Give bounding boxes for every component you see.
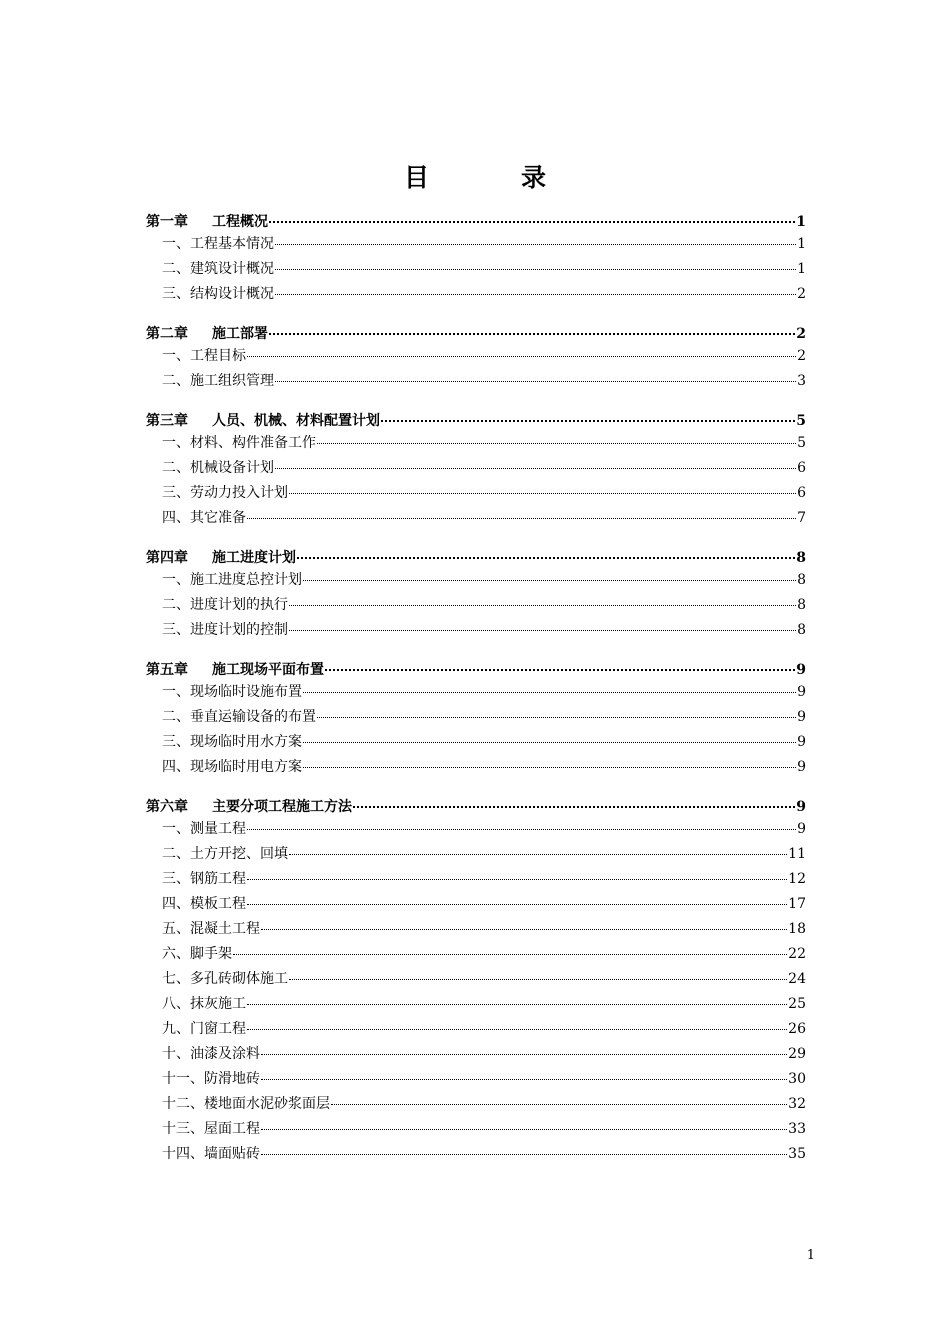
toc-section-label: 十四、墙面贴砖 (162, 1146, 260, 1162)
toc-chapter-entry[interactable] (146, 660, 806, 682)
dot-leader (317, 717, 796, 718)
dot-leader (247, 904, 787, 905)
toc-page-number: 9 (796, 799, 806, 815)
toc-page-number: 22 (788, 946, 806, 962)
toc-page-number: 2 (797, 286, 806, 302)
dot-leader (261, 1154, 787, 1155)
dot-leader (303, 742, 796, 743)
toc-chapter-label (146, 797, 352, 817)
toc-section-label: 十、油漆及涂料 (162, 1046, 260, 1062)
title-char-right: 录 (521, 163, 547, 192)
toc-section-entry[interactable] (146, 234, 806, 259)
toc-section-entry[interactable] (146, 284, 806, 309)
toc-chapter-number: 第五章 (146, 662, 188, 678)
toc-page-number: 7 (797, 510, 806, 526)
dot-leader (247, 1029, 787, 1030)
dot-leader (353, 806, 795, 808)
dot-leader (317, 443, 796, 444)
dot-leader (247, 518, 796, 519)
toc-section-label: 一、材料、构件准备工作 (162, 435, 316, 451)
dot-leader (261, 929, 787, 930)
toc-chapter-number: 第二章 (146, 326, 188, 342)
toc-page-number: 8 (797, 572, 806, 588)
toc-section-entry[interactable] (146, 595, 806, 620)
toc-section-label: 六、脚手架 (162, 946, 232, 962)
toc-section-entry[interactable] (146, 757, 806, 782)
dot-leader (303, 580, 796, 581)
toc-section-label: 三、进度计划的控制 (162, 622, 288, 638)
dot-leader (261, 1054, 787, 1055)
toc-page-number: 9 (797, 821, 806, 837)
toc-page-number: 1 (797, 236, 806, 252)
page-title (0, 158, 950, 194)
toc-chapter-number: 第六章 (146, 799, 188, 815)
toc-section-label: 四、其它准备 (162, 510, 246, 526)
toc-section-label: 一、工程基本情况 (162, 236, 274, 252)
dot-leader (269, 333, 795, 335)
toc-page-number: 11 (788, 846, 806, 862)
toc-chapter-number: 第三章 (146, 413, 188, 429)
dot-leader (261, 1079, 787, 1080)
toc-page-number: 8 (797, 622, 806, 638)
toc-section-entry[interactable] (146, 1094, 806, 1119)
toc-page-number: 35 (788, 1146, 806, 1162)
toc-page-number: 12 (788, 871, 806, 887)
chapter-spacer (146, 645, 806, 656)
toc-section-entry[interactable] (146, 371, 806, 396)
toc-chapter-title: 人员、机械、材料配置计划 (212, 413, 380, 429)
toc-section-label: 一、工程目标 (162, 348, 246, 364)
toc-section-entry[interactable] (146, 1044, 806, 1069)
toc-section-entry[interactable] (146, 869, 806, 894)
toc-page-number: 5 (797, 435, 806, 451)
toc-chapter-number: 第一章 (146, 214, 188, 230)
toc-section-label: 七、多孔砖砌体施工 (162, 971, 288, 987)
toc-page-number: 9 (797, 709, 806, 725)
toc-page-number: 2 (797, 348, 806, 364)
toc-section-label: 十一、防滑地砖 (162, 1071, 260, 1087)
toc-section-entry[interactable] (146, 682, 806, 707)
toc-chapter-entry[interactable] (146, 411, 806, 433)
dot-leader (275, 468, 796, 469)
toc-section-entry[interactable] (146, 994, 806, 1019)
toc-section-label: 十三、屋面工程 (162, 1121, 260, 1137)
dot-leader (275, 244, 796, 245)
toc-page-number: 32 (788, 1096, 806, 1112)
toc-section-entry[interactable] (146, 707, 806, 732)
toc-page-number: 1 (797, 261, 806, 277)
toc-section-label: 一、测量工程 (162, 821, 246, 837)
toc-chapter-title: 施工部署 (212, 326, 268, 342)
toc-section-entry[interactable] (146, 570, 806, 595)
toc-section-entry[interactable] (146, 969, 806, 994)
toc-section-label: 九、门窗工程 (162, 1021, 246, 1037)
title-char-left: 目 (403, 163, 429, 192)
toc-chapter-label (146, 548, 296, 568)
toc-section-entry[interactable] (146, 1144, 806, 1169)
table-of-contents (146, 208, 806, 1169)
toc-section-label: 三、钢筋工程 (162, 871, 246, 887)
toc-section-label: 三、结构设计概况 (162, 286, 274, 302)
chapter-spacer (146, 309, 806, 320)
toc-page-number: 9 (797, 759, 806, 775)
toc-chapter-entry[interactable] (146, 324, 806, 346)
toc-section-label: 一、施工进度总控计划 (162, 572, 302, 588)
toc-section-entry[interactable] (146, 732, 806, 757)
toc-chapter-entry[interactable] (146, 212, 806, 234)
toc-chapter-title: 主要分项工程施工方法 (212, 799, 352, 815)
toc-chapter-title: 工程概况 (212, 214, 268, 230)
dot-leader (261, 1129, 787, 1130)
toc-page-number: 8 (796, 550, 806, 566)
toc-page-number: 6 (797, 460, 806, 476)
chapter-spacer (146, 533, 806, 544)
dot-leader (275, 381, 796, 382)
toc-page-number: 26 (788, 1021, 806, 1037)
dot-leader (247, 879, 787, 880)
dot-leader (233, 954, 787, 955)
toc-section-label: 二、机械设备计划 (162, 460, 274, 476)
toc-page-number: 33 (788, 1121, 806, 1137)
toc-page-number: 5 (796, 413, 806, 429)
toc-page-number: 3 (797, 373, 806, 389)
toc-section-entry[interactable] (146, 508, 806, 533)
toc-chapter-entry[interactable] (146, 797, 806, 819)
dot-leader (275, 269, 796, 270)
toc-chapter-label (146, 212, 268, 232)
toc-section-label: 三、现场临时用水方案 (162, 734, 302, 750)
toc-section-label: 四、模板工程 (162, 896, 246, 912)
toc-section-entry[interactable] (146, 259, 806, 284)
dot-leader (269, 221, 795, 223)
toc-chapter-title: 施工进度计划 (212, 550, 296, 566)
toc-section-entry[interactable] (146, 346, 806, 371)
chapter-spacer (146, 782, 806, 793)
toc-page-number: 9 (797, 734, 806, 750)
dot-leader (247, 829, 796, 830)
toc-page-number: 29 (788, 1046, 806, 1062)
toc-section-label: 四、现场临时用电方案 (162, 759, 302, 775)
dot-leader (289, 605, 796, 606)
dot-leader (381, 420, 795, 422)
toc-page-number: 6 (797, 485, 806, 501)
dot-leader (289, 630, 796, 631)
dot-leader (289, 493, 796, 494)
toc-page-number: 8 (797, 597, 806, 613)
toc-page-number: 24 (788, 971, 806, 987)
chapter-spacer (146, 396, 806, 407)
toc-section-label: 八、抹灰施工 (162, 996, 246, 1012)
toc-section-entry[interactable] (146, 458, 806, 483)
toc-page-number: 18 (788, 921, 806, 937)
dot-leader (325, 669, 795, 671)
toc-section-entry[interactable] (146, 944, 806, 969)
toc-page-number: 2 (796, 326, 806, 342)
dot-leader (303, 692, 796, 693)
dot-leader (303, 767, 796, 768)
toc-page-number: 25 (788, 996, 806, 1012)
toc-section-label: 五、混凝土工程 (162, 921, 260, 937)
toc-section-entry[interactable] (146, 1069, 806, 1094)
toc-section-entry[interactable] (146, 620, 806, 645)
toc-page-number: 9 (796, 662, 806, 678)
toc-chapter-number: 第四章 (146, 550, 188, 566)
dot-leader (297, 557, 795, 559)
dot-leader (331, 1104, 787, 1105)
toc-section-entry[interactable] (146, 433, 806, 458)
toc-section-label: 一、现场临时设施布置 (162, 684, 302, 700)
dot-leader (247, 1004, 787, 1005)
toc-section-label: 二、建筑设计概况 (162, 261, 274, 277)
toc-section-label: 三、劳动力投入计划 (162, 485, 288, 501)
toc-chapter-label (146, 324, 268, 344)
toc-chapter-title: 施工现场平面布置 (212, 662, 324, 678)
dot-leader (247, 356, 796, 357)
page-number: 1 (806, 1248, 815, 1263)
toc-page-number: 17 (788, 896, 806, 912)
toc-section-label: 二、土方开挖、回填 (162, 846, 288, 862)
dot-leader (289, 854, 787, 855)
toc-chapter-label (146, 660, 324, 680)
toc-page-number: 30 (788, 1071, 806, 1087)
toc-section-entry[interactable] (146, 894, 806, 919)
dot-leader (275, 294, 796, 295)
toc-chapter-label (146, 411, 380, 431)
dot-leader (289, 979, 787, 980)
toc-section-entry[interactable] (146, 819, 806, 844)
toc-page-number: 1 (796, 214, 806, 230)
toc-section-label: 二、进度计划的执行 (162, 597, 288, 613)
toc-section-entry[interactable] (146, 844, 806, 869)
toc-section-label: 二、施工组织管理 (162, 373, 274, 389)
toc-section-entry[interactable] (146, 919, 806, 944)
toc-page-number: 9 (797, 684, 806, 700)
toc-chapter-entry[interactable] (146, 548, 806, 570)
toc-section-entry[interactable] (146, 483, 806, 508)
toc-section-label: 十二、楼地面水泥砂浆面层 (162, 1096, 330, 1112)
toc-section-label: 二、垂直运输设备的布置 (162, 709, 316, 725)
toc-section-entry[interactable] (146, 1119, 806, 1144)
toc-section-entry[interactable] (146, 1019, 806, 1044)
